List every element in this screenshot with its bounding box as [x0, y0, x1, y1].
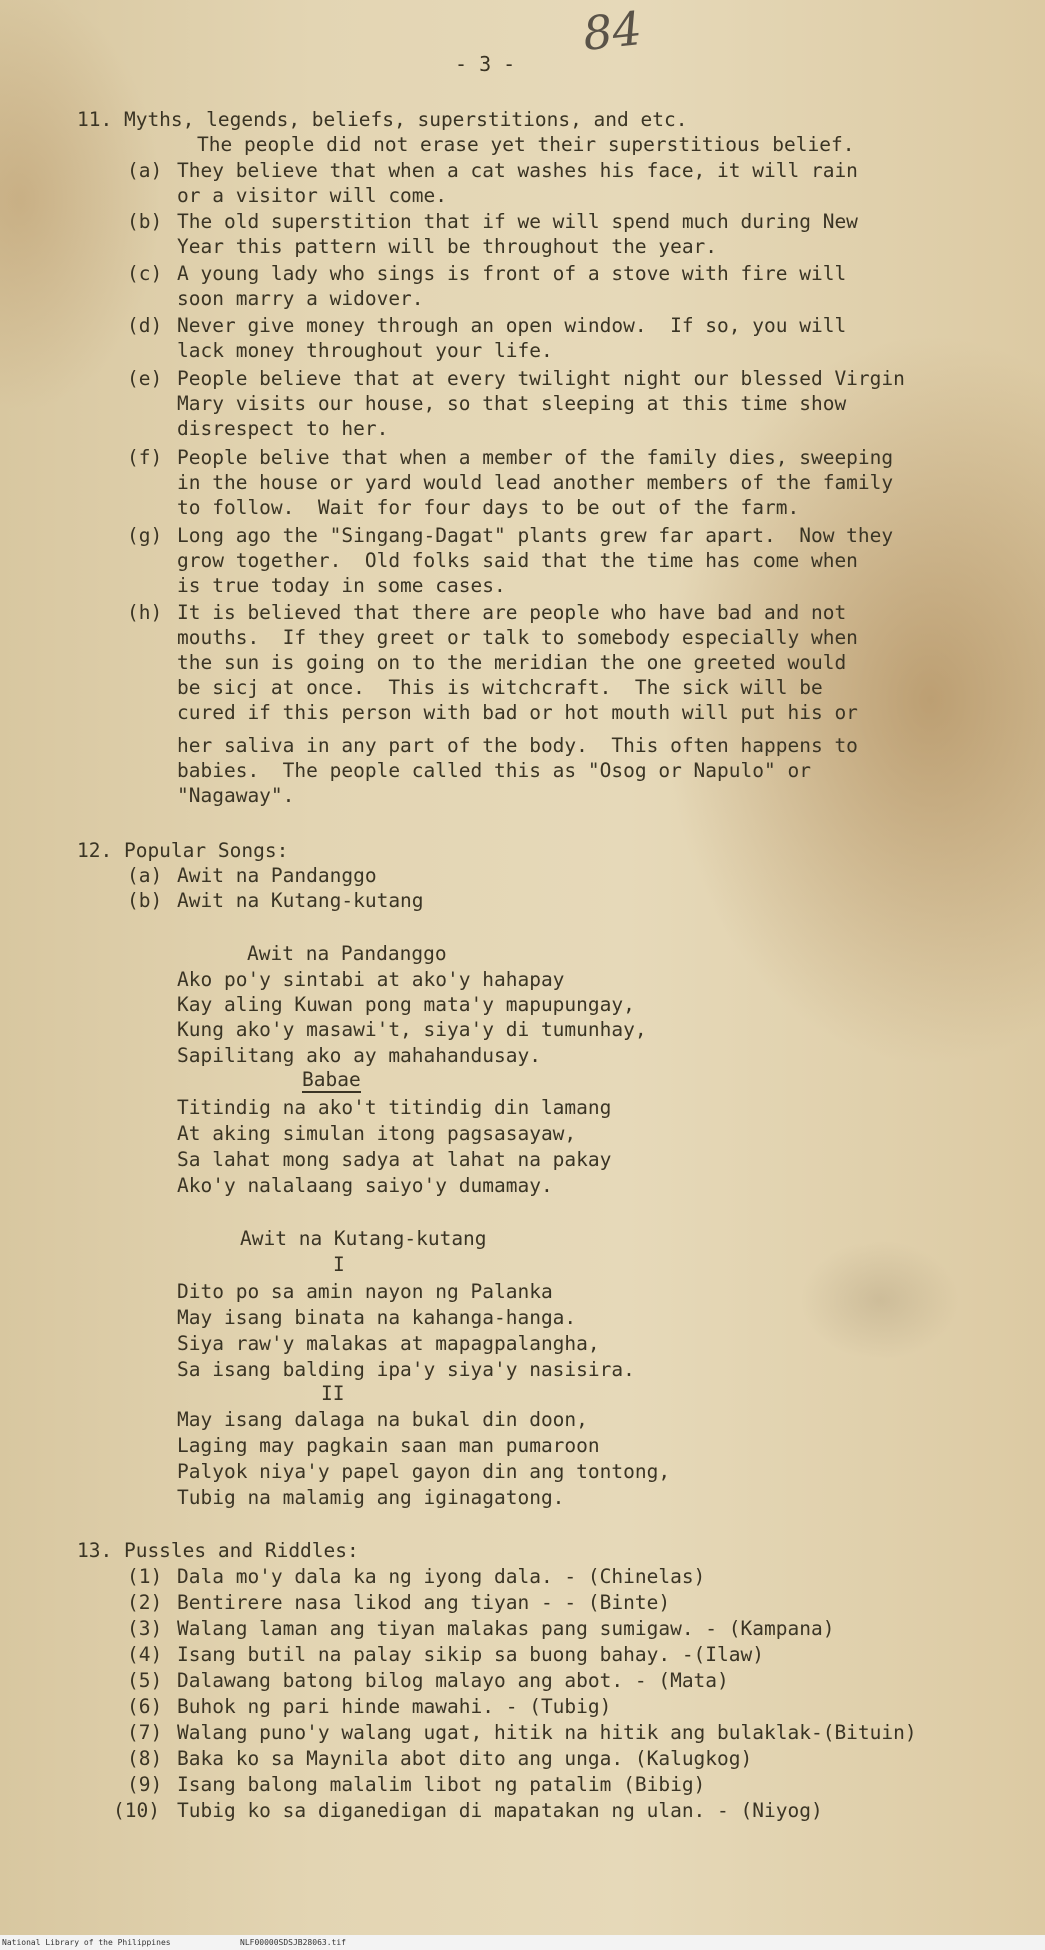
riddle-text: Walang puno'y walang ugat, hitik na hitik ang bulaklak-(Bituin)	[177, 1721, 917, 1744]
item-label: (h)	[127, 601, 163, 624]
riddle-text: Isang butil na palay sikip sa buong bahay. -(Ilaw)	[177, 1643, 764, 1666]
item-line: is true today in some cases.	[177, 574, 506, 597]
song-title: Awit na Pandanggo	[247, 942, 447, 965]
page-number: - 3 -	[455, 52, 516, 76]
item-line: or a visitor will come.	[177, 184, 448, 207]
item-line: babies. The people called this as "Osog or Napulo" or	[177, 759, 811, 782]
item-line: to follow. Wait for four days to be out of the farm.	[177, 496, 800, 519]
riddle-text: Walang laman ang tiyan malakas pang sumigaw. - (Kampana)	[177, 1617, 835, 1640]
stanza-numeral: I	[333, 1253, 345, 1276]
verse-line: Dito po sa amin nayon ng Palanka	[177, 1280, 553, 1303]
handwritten-page-number: 84	[580, 1, 645, 61]
item-line: disrespect to her.	[177, 417, 389, 440]
item-label: (b)	[127, 889, 163, 912]
verse-line: Laging may pagkain saan man pumaroon	[177, 1434, 600, 1457]
item-line: Year this pattern will be throughout the year.	[177, 235, 718, 258]
riddle-label: (3)	[127, 1617, 163, 1640]
scan-footer	[0, 1935, 1045, 1950]
song-title: Awit na Kutang-kutang	[240, 1227, 487, 1250]
section-12-heading: 12. Popular Songs:	[77, 839, 289, 862]
item-line: People belive that when a member of the family dies, sweeping	[177, 446, 894, 469]
item-line: The old superstition that if we will spend much during New	[177, 210, 858, 233]
riddle-label: (6)	[127, 1695, 163, 1718]
verse-line: Ako po'y sintabi at ako'y hahapay	[177, 968, 565, 991]
verse-line: At aking simulan itong pagsasayaw,	[177, 1122, 577, 1145]
item-line: Long ago the "Singang-Dagat" plants grew far apart. Now they	[177, 524, 894, 547]
item-line: "Nagaway".	[177, 784, 295, 807]
item-line: They believe that when a cat washes his face, it will rain	[177, 159, 858, 182]
stanza-numeral: II	[321, 1382, 345, 1405]
item-line: People believe that at every twilight night our blessed Virgin	[177, 367, 905, 390]
riddle-text: Isang balong malalim libot ng patalim (Bibig)	[177, 1773, 706, 1796]
bleed-through-marks	[800, 1240, 960, 1360]
item-line: soon marry a widover.	[177, 287, 424, 310]
section-13-heading: 13. Pussles and Riddles:	[77, 1539, 359, 1562]
riddle-label: (2)	[127, 1591, 163, 1614]
item-line: in the house or yard would lead another members of the family	[177, 471, 894, 494]
item-line: lack money throughout your life.	[177, 339, 553, 362]
item-line: grow together. Old folks said that the time has come when	[177, 549, 858, 572]
song-list-item: Awit na Kutang-kutang	[177, 889, 424, 912]
riddle-text: Tubig ko sa diganedigan di mapatakan ng ulan. - (Niyog)	[177, 1799, 823, 1822]
item-label: (c)	[127, 262, 163, 285]
riddle-text: Buhok ng pari hinde mawahi. - (Tubig)	[177, 1695, 612, 1718]
verse-line: Ako'y nalalaang saiyo'y dumamay.	[177, 1174, 553, 1197]
verse-line: Siya raw'y malakas at mapagpalangha,	[177, 1332, 600, 1355]
verse-line: Sa lahat mong sadya at lahat na pakay	[177, 1148, 612, 1171]
riddle-label: (1)	[127, 1565, 163, 1588]
song-subtitle: Babae	[302, 1068, 361, 1091]
item-line: A young lady who sings is front of a stove with fire will	[177, 262, 847, 285]
item-line: cured if this person with bad or hot mouth will put his or	[177, 701, 858, 724]
item-line: mouths. If they greet or talk to somebody especially when	[177, 626, 858, 649]
verse-line: May isang dalaga na bukal din doon,	[177, 1408, 588, 1431]
footer-library: National Library of the Philippines	[2, 1938, 171, 1947]
verse-line: May isang binata na kahanga-hanga.	[177, 1306, 577, 1329]
verse-line: Kay aling Kuwan pong mata'y mapupungay,	[177, 993, 635, 1016]
section-11-heading: 11. Myths, legends, beliefs, superstitions, and etc.	[77, 108, 688, 131]
verse-line: Sapilitang ako ay mahahandusay.	[177, 1044, 541, 1067]
item-label: (g)	[127, 524, 163, 547]
riddle-label: (10)	[113, 1799, 160, 1822]
item-label: (d)	[127, 314, 163, 337]
item-line: her saliva in any part of the body. This often happens to	[177, 734, 858, 757]
riddle-label: (8)	[127, 1747, 163, 1770]
riddle-label: (4)	[127, 1643, 163, 1666]
item-line: It is believed that there are people who have bad and not	[177, 601, 847, 624]
verse-line: Sa isang balding ipa'y siya'y nasisira.	[177, 1358, 635, 1381]
riddle-text: Bentirere nasa likod ang tiyan - - (Binte)	[177, 1591, 671, 1614]
item-label: (f)	[127, 446, 163, 469]
item-line: Mary visits our house, so that sleeping at this time show	[177, 392, 847, 415]
verse-line: Titindig na ako't titindig din lamang	[177, 1096, 612, 1119]
item-label: (e)	[127, 367, 163, 390]
item-label: (b)	[127, 210, 163, 233]
footer-filename: NLF00000SDSJB28063.tif	[240, 1938, 346, 1947]
item-line: be sicj at once. This is witchcraft. The sick will be	[177, 676, 823, 699]
riddle-label: (5)	[127, 1669, 163, 1692]
verse-line: Palyok niya'y papel gayon din ang tontong,	[177, 1460, 671, 1483]
riddle-label: (7)	[127, 1721, 163, 1744]
item-line: Never give money through an open window. If so, you will	[177, 314, 847, 337]
item-line: the sun is going on to the meridian the one greeted would	[177, 651, 847, 674]
riddle-text: Dalawang batong bilog malayo ang abot. - (Mata)	[177, 1669, 729, 1692]
item-label: (a)	[127, 159, 163, 182]
song-list-item: Awit na Pandanggo	[177, 864, 377, 887]
verse-line: Kung ako'y masawi't, siya'y di tumunhay,	[177, 1018, 647, 1041]
section-11-intro: The people did not erase yet their superstitious belief.	[197, 133, 855, 156]
riddle-label: (9)	[127, 1773, 163, 1796]
verse-line: Tubig na malamig ang iginagatong.	[177, 1486, 565, 1509]
riddle-text: Dala mo'y dala ka ng iyong dala. - (Chinelas)	[177, 1565, 706, 1588]
item-label: (a)	[127, 864, 163, 887]
riddle-text: Baka ko sa Maynila abot dito ang unga. (Kalugkog)	[177, 1747, 753, 1770]
